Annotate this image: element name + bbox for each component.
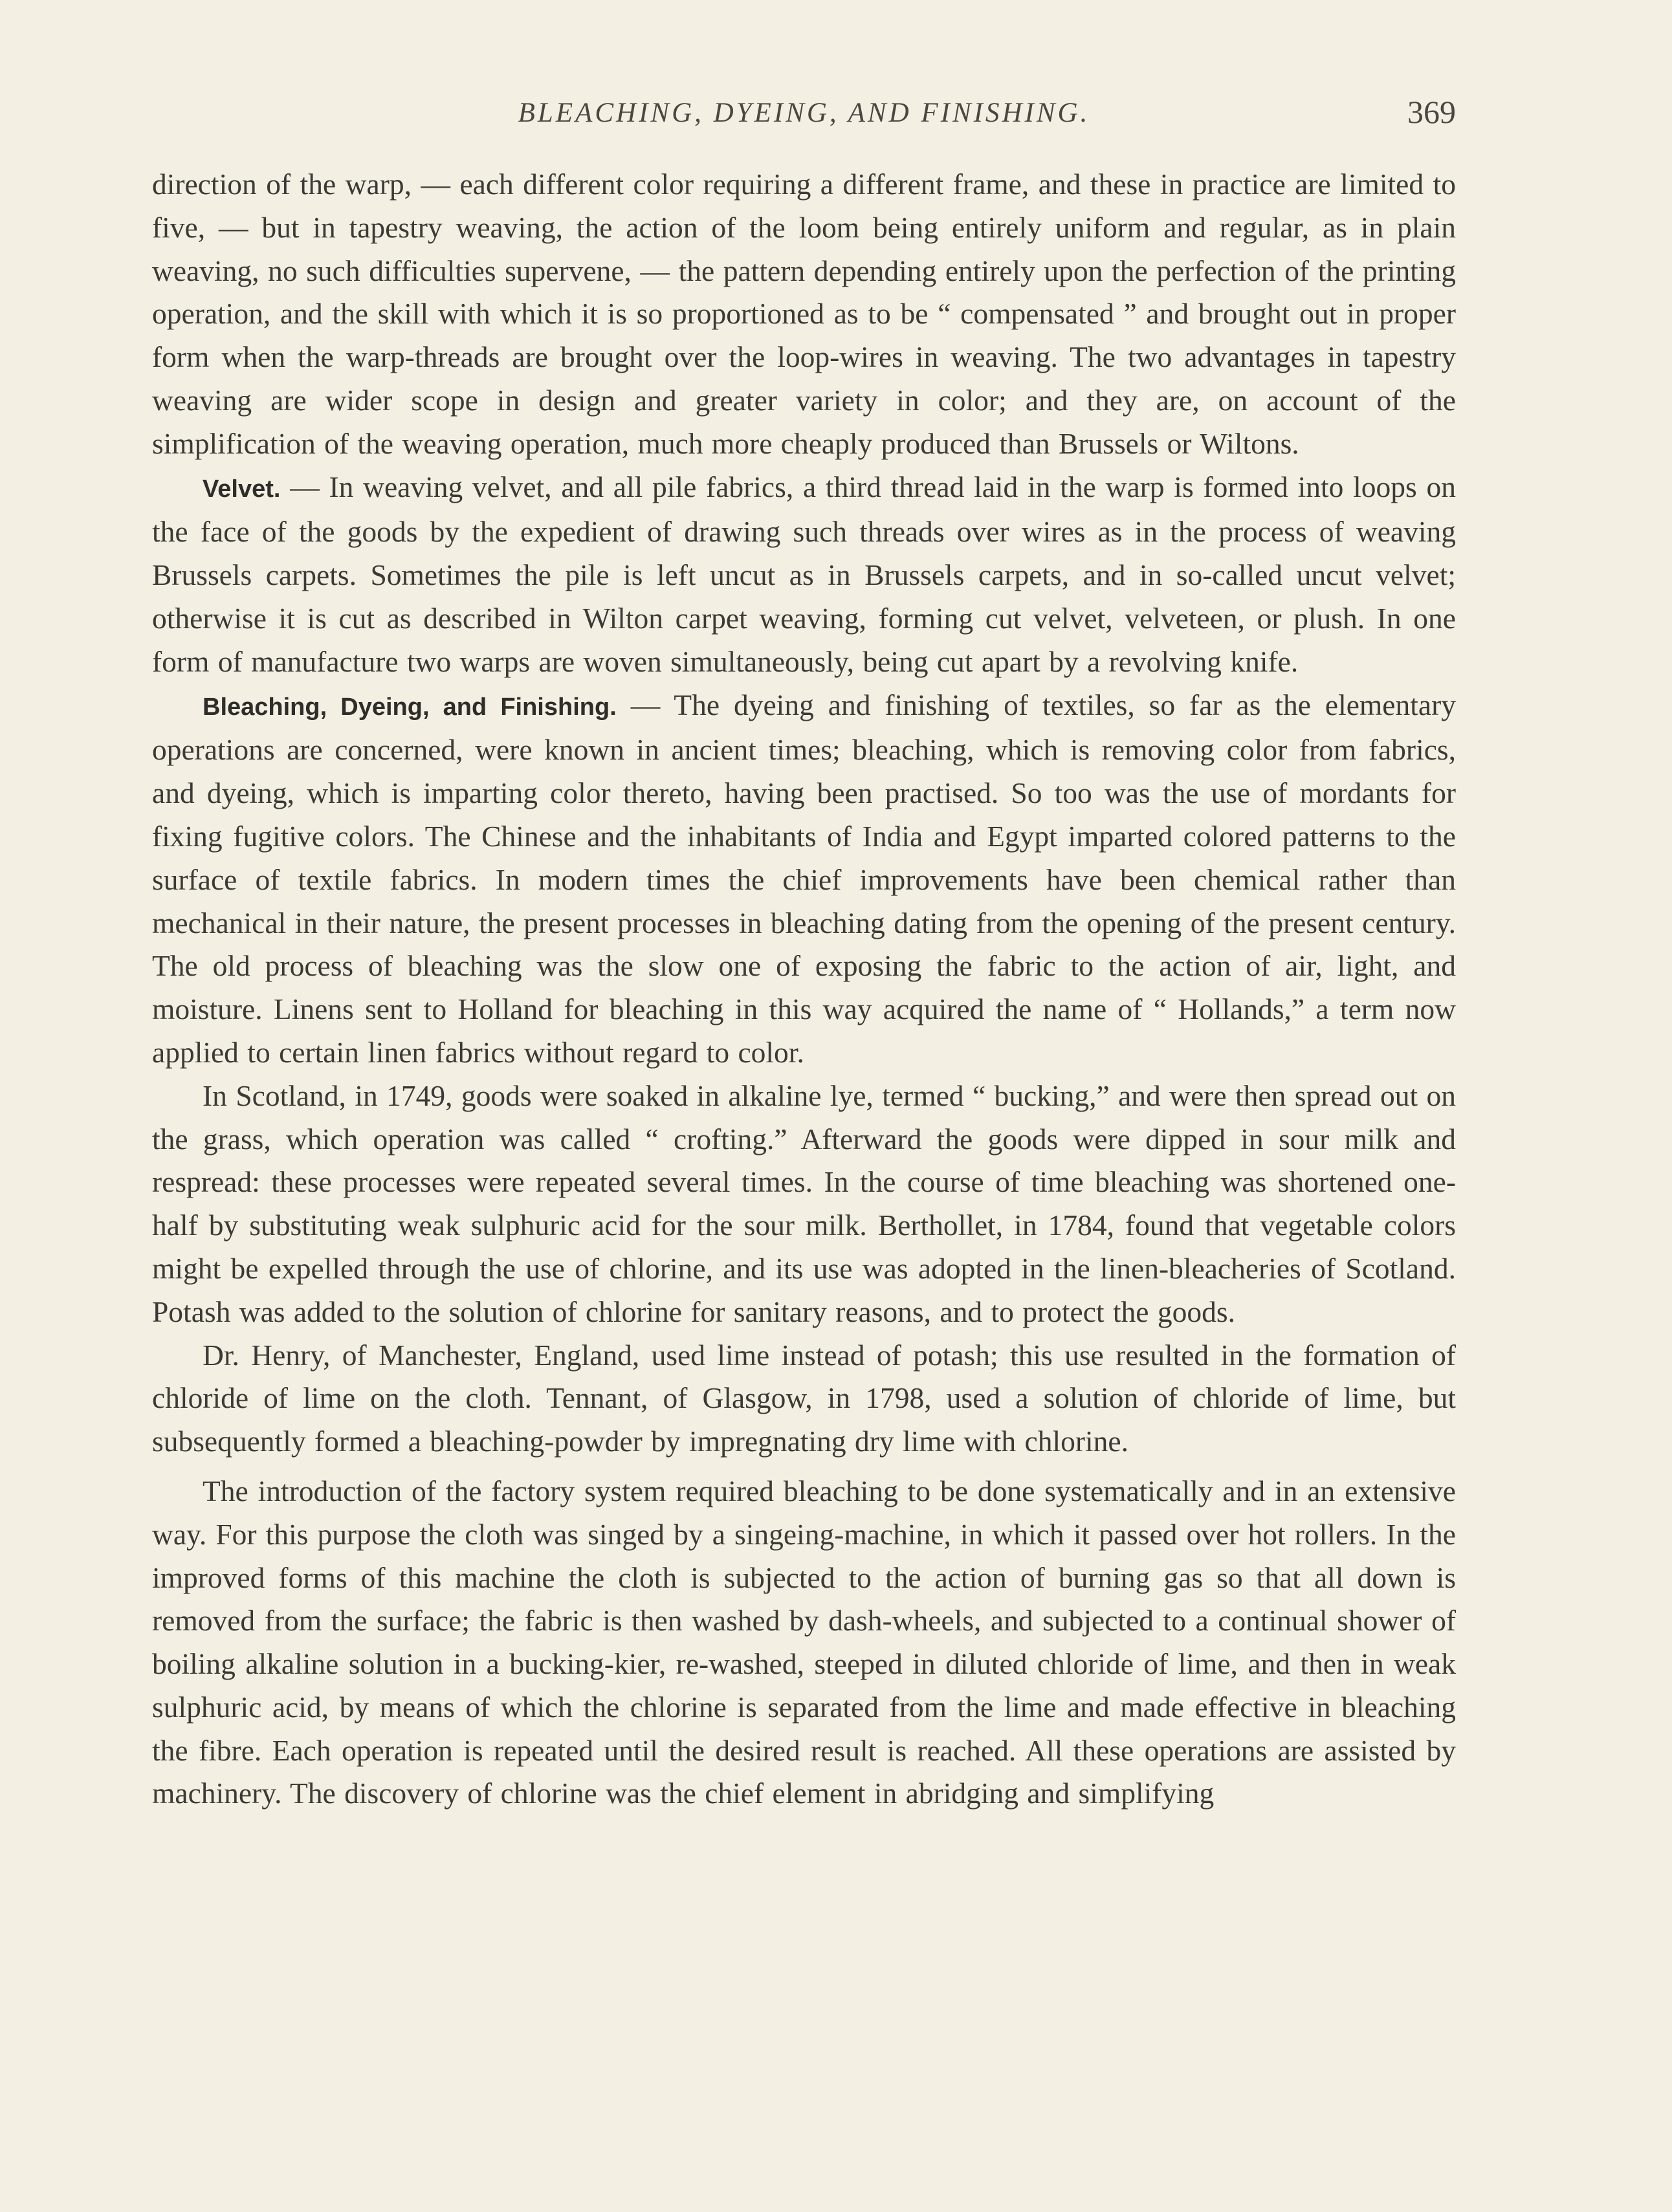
paragraph-dr-henry xyxy=(152,1334,1456,1463)
paragraph-scotland xyxy=(152,1075,1456,1334)
running-head xyxy=(152,91,1456,142)
run-in-heading-bleaching: Bleaching, Dyeing, and Finishing. xyxy=(203,693,617,721)
running-title: BLEACHING, DYEING, AND FINISHING. xyxy=(518,98,1090,128)
body-text xyxy=(152,163,1456,1815)
paragraph-text: Dr. Henry, of Manchester, England, used lime instead of potash; this use resulted in the formation of chloride of lime on the cloth. Tennant, of Glasgow, in 1798, used a solution of chloride of lime, but subsequently formed a bleaching-powder by impregnating dry lime with chlorine. xyxy=(152,1338,1456,1458)
paragraph-warp-continued xyxy=(152,163,1456,466)
paragraph-text: The introduction of the factory system required bleaching to be done systematically and in an extensive way. For this purpose the cloth was singed by a singeing-machine, in which it passed over hot rollers. In the improved forms of this machine the cloth is subjected to the action of burning gas so that all down is removed from the surface; the fabric is then washed by dash-wheels, and subjected to a continual shower of boiling alkaline solution in a bucking-kier, re-washed, steeped in diluted chloride of lime, and then in weak sulphuric acid, by means of which the chlorine is separated from the lime and made effective in bleaching the fibre. Each operation is repeated until the desired result is reached. All these operations are assisted by machinery. The discovery of chlorine was the chief element in abridging and simplifying xyxy=(152,1474,1456,1810)
paragraph-velvet xyxy=(152,466,1456,684)
paragraph-text: direction of the warp, — each different color requiring a different frame, and these in practice are limited to five, — but in tapestry weaving, the action of the loom being entirely uniform and regular, as in plain weaving, no such difficulties supervene, — the pattern depending entirely upon the perfection of the printing operation, and the skill with which it is so proportioned as to be “ compensated ” and brought out in proper form when the warp-threads are brought over the loop-wires in weaving. The two advantages in tapestry weaving are wider scope in design and greater variety in color; and they are, on account of the simplification of the weaving operation, much more cheaply produced than Brussels or Wiltons. xyxy=(152,168,1456,460)
paragraph-text: — The dyeing and finishing of textiles, so far as the elementary operations are concerned, were known in ancient times; bleaching, which is removing color from fabrics, and dyeing, which is imparting color thereto, having been practised. So too was the use of mordants for fixing fugitive colors. The Chinese and the inhabitants of India and Egypt imparted colored patterns to the surface of textile fabrics. In modern times the chief improvements have been chemical rather than mechanical in their nature, the present processes in bleaching dating from the opening of the present century. The old process of bleaching was the slow one of exposing the fabric to the action of air, light, and moisture. Linens sent to Holland for bleaching in this way acquired the name of “ Hollands,” a term now applied to certain linen fabrics without regard to color. xyxy=(152,688,1456,1069)
run-in-heading-velvet: Velvet. xyxy=(203,475,281,503)
paragraph-factory-system xyxy=(152,1470,1456,1815)
paragraph-text: — In weaving velvet, and all pile fabrics, a third thread laid in the warp is formed into loops on the face of the goods by the expedient of drawing such threads over wires as in the process of weaving Brussels carpets. Sometimes the pile is left uncut as in Brussels carpets, and in so-called uncut velvet; otherwise it is cut as described in Wilton carpet weaving, forming cut velvet, velveteen, or plush. In one form of manufacture two warps are woven simultaneously, being cut apart by a revolving knife. xyxy=(152,470,1456,678)
page-number: 369 xyxy=(1407,94,1456,130)
paragraph-text: In Scotland, in 1749, goods were soaked in alkaline lye, termed “ bucking,” and were then spread out on the grass, which operation was called “ crofting.” Afterward the goods were dipped in sour milk and respread: these processes were repeated several times. In the course of time bleaching was shortened one-half by substituting weak sulphuric acid for the sour milk. Berthollet, in 1784, found that vegetable colors might be expelled through the use of chlorine, and its use was adopted in the linen-bleacheries of Scotland. Potash was added to the solution of chlorine for sanitary reasons, and to protect the goods. xyxy=(152,1079,1456,1328)
paragraph-bleaching-dyeing-finishing xyxy=(152,684,1456,1075)
